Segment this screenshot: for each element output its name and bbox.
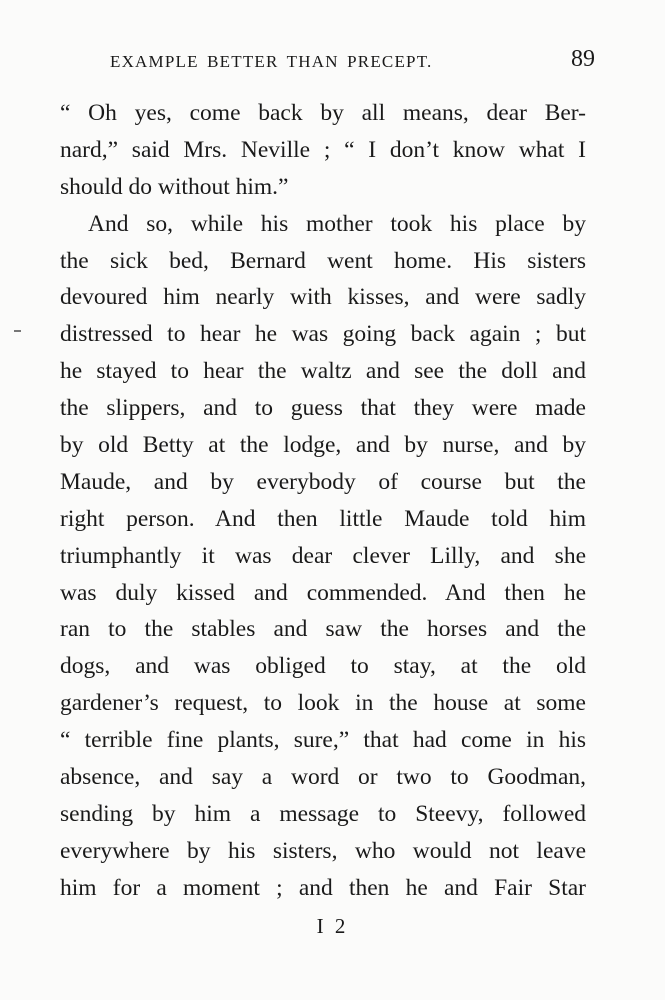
text-line: distressed to hear he was going back again ; but bbox=[60, 321, 586, 348]
margin-mark bbox=[14, 330, 21, 332]
text-line: he stayed to hear the waltz and see the doll and bbox=[60, 358, 586, 385]
text-line: the sick bed, Bernard went home. His sisters bbox=[60, 247, 586, 274]
text-line: devoured him nearly with kisses, and were sadly bbox=[60, 284, 586, 311]
text-line: him for a moment ; and then he and Fair Star bbox=[60, 874, 586, 901]
text-line: triumphantly it was dear clever Lilly, and she bbox=[60, 542, 586, 569]
text-line: “ Oh yes, come back by all means, dear Ber- bbox=[60, 100, 586, 126]
text-line: nard,” said Mrs. Neville ; “ I don’t know what I bbox=[60, 136, 586, 163]
text-line: absence, and say a word or two to Goodman, bbox=[60, 764, 586, 791]
text-line: everywhere by his sisters, who would not leave bbox=[60, 837, 586, 864]
text-line: should do without him.” bbox=[60, 173, 289, 200]
signature-mark: I 2 bbox=[316, 914, 349, 938]
text-line: the slippers, and to guess that they were made bbox=[60, 395, 586, 422]
text-line: ran to the stables and saw the horses and the bbox=[60, 616, 586, 643]
page-number: 89 bbox=[571, 46, 595, 72]
body-text bbox=[60, 95, 586, 907]
running-title: EXAMPLE BETTER THAN PRECEPT. bbox=[110, 52, 433, 71]
text-line: And so, while his mother took his place by bbox=[88, 210, 586, 237]
text-line: sending by him a message to Steevy, followed bbox=[60, 800, 586, 827]
text-line: by old Betty at the lodge, and by nurse, and by bbox=[60, 432, 586, 459]
text-line: was duly kissed and commended. And then he bbox=[60, 579, 586, 606]
running-head bbox=[110, 44, 595, 78]
text-line: right person. And then little Maude told him bbox=[60, 505, 586, 532]
text-line: “ terrible fine plants, sure,” that had come in his bbox=[60, 727, 586, 754]
text-line: Maude, and by everybody of course but the bbox=[60, 468, 586, 495]
text-line: gardener’s request, to look in the house at some bbox=[60, 690, 586, 717]
text-line: dogs, and was obliged to stay, at the old bbox=[60, 653, 586, 680]
